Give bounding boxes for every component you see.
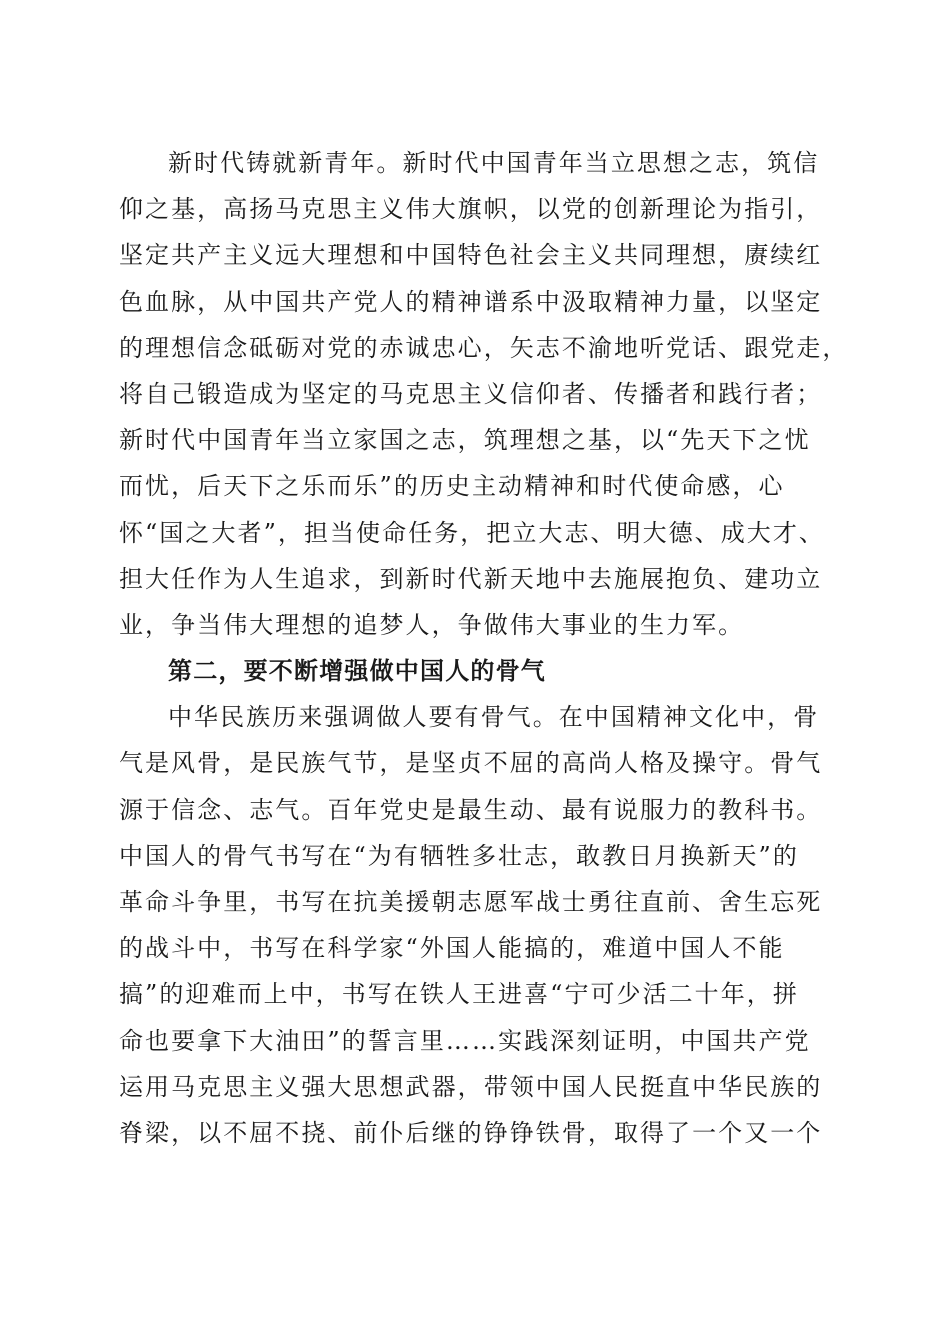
paragraph-line: 色血脉，从中国共产党人的精神谱系中汲取精神力量，以坚定 xyxy=(119,287,823,316)
paragraph-line: 命也要拿下大油田”的誓言里……实践深刻证明，中国共产党 xyxy=(119,1026,811,1055)
paragraph-line: 新时代中国青年当立家国之志，筑理想之基，以“先天下之忧 xyxy=(119,426,811,455)
paragraph-line: 的理想信念砥砺对党的赤诚忠心，矢志不渝地听党话、跟党走， xyxy=(119,333,849,362)
paragraph-line: 将自己锻造成为坚定的马克思主义信仰者、传播者和践行者； xyxy=(119,379,823,408)
paragraph-line: 中国人的骨气书写在“为有牺牲多壮志，敢教日月换新天”的 xyxy=(119,841,799,870)
paragraph-line: 源于信念、志气。百年党史是最生动、最有说服力的教科书。 xyxy=(119,795,823,824)
paragraph-line: 中华民族历来强调做人要有骨气。在中国精神文化中，骨 xyxy=(168,703,820,732)
paragraph-line: 新时代铸就新青年。新时代中国青年当立思想之志，筑信 xyxy=(168,149,820,177)
paragraph-line: 气是风骨，是民族气节，是坚贞不屈的高尚人格及操守。骨气 xyxy=(119,749,823,778)
paragraph-line: 怀“国之大者”，担当使命任务，把立大志、明大德、成大才、 xyxy=(119,518,825,547)
paragraph-line: 的战斗中，书写在科学家“外国人能搞的，难道中国人不能 xyxy=(119,934,785,963)
paragraph-line: 搞”的迎难而上中，书写在铁人王进喜“宁可少活二十年，拼 xyxy=(119,980,799,1009)
section-heading: 第二，要不断增强做中国人的骨气 xyxy=(168,657,546,686)
paragraph-line: 业，争当伟大理想的追梦人，争做伟大事业的生力军。 xyxy=(119,610,745,639)
paragraph-line: 仰之基，高扬马克思主义伟大旗帜，以党的创新理论为指引， xyxy=(119,195,823,224)
paragraph-line: 担大任作为人生追求，到新时代新天地中去施展抱负、建功立 xyxy=(119,564,823,593)
paragraph-line: 革命斗争里，书写在抗美援朝志愿军战士勇往直前、舍生忘死 xyxy=(119,888,823,916)
paragraph-line: 运用马克思主义强大思想武器，带领中国人民挺直中华民族的 xyxy=(119,1072,823,1101)
paragraph-line: 脊梁，以不屈不挠、前仆后继的铮铮铁骨，取得了一个又一个 xyxy=(119,1118,823,1147)
paragraph-line: 坚定共产主义远大理想和中国特色社会主义共同理想，赓续红 xyxy=(119,241,823,270)
body-text xyxy=(119,140,849,1156)
paragraph-line: 而忧，后天下之乐而乐”的历史主动精神和时代使命感，心 xyxy=(119,472,785,501)
